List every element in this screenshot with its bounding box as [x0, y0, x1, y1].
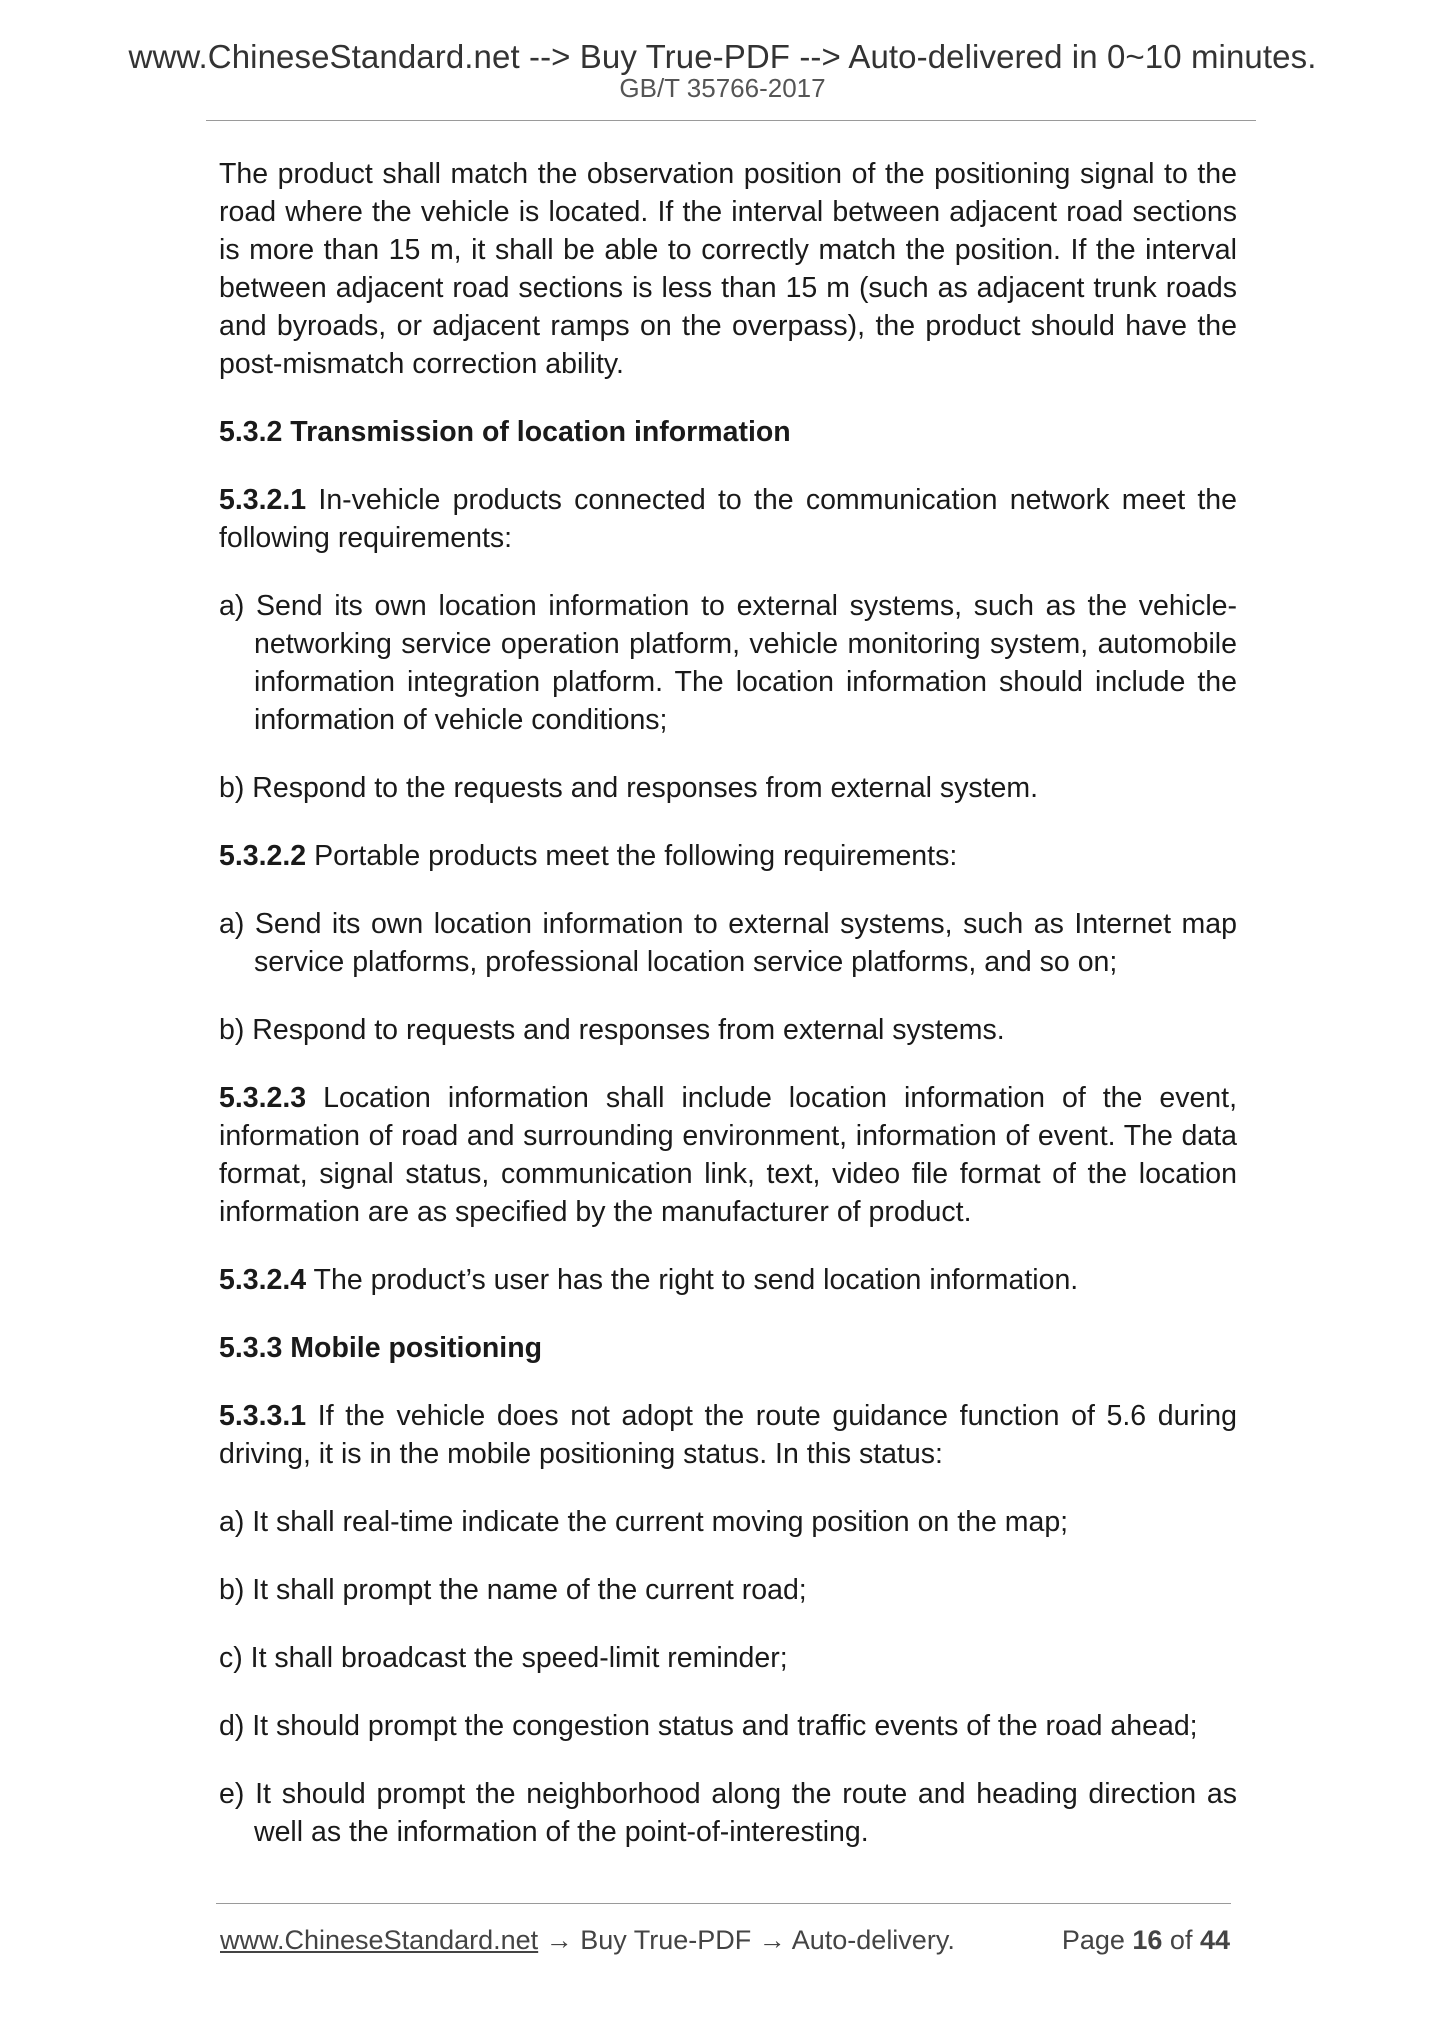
footer-left: [220, 1925, 955, 1956]
footer-tagline: → Buy True-PDF → Auto-delivery.: [538, 1925, 955, 1955]
list-marker: b): [219, 1014, 245, 1046]
clause-text: In-vehicle products connected to the communication network meet the following requirements:: [219, 484, 1237, 554]
of-label: of: [1162, 1925, 1200, 1955]
list-item: [219, 1707, 1237, 1745]
standard-code: GB/T 35766-2017: [619, 73, 826, 103]
list-marker: a): [219, 1506, 245, 1538]
intro-paragraph: The product shall match the observation position of the positioning signal to the road where the vehicle is located. If the interval between adjacent road sections is more than 15 m, it shall be able to correctly match the position. If the interval between adjacent road sections is less than 15 m (such as adjacent trunk roads and byroads, or adjacent ramps on the overpass), the product should have the post-mismatch correction ability.: [219, 158, 1237, 380]
clause-text: Portable products meet the following requirements:: [306, 840, 958, 872]
clause-5-3-2-4: [219, 1261, 1237, 1299]
download-banner: www.ChineseStandard.net --> Buy True-PDF --> Auto-delivered in 0~10 minutes.: [128, 38, 1317, 75]
document-body: [219, 155, 1237, 1851]
clause-number: 5.3.2.2: [219, 840, 307, 872]
page-indicator: [1062, 1925, 1230, 1956]
list-item: [219, 1011, 1237, 1049]
list-item: [219, 1503, 1237, 1541]
clause-5-3-2-1: [219, 481, 1237, 557]
total-pages: 44: [1199, 1925, 1230, 1955]
page-label: Page: [1061, 1925, 1133, 1955]
list-item: [219, 905, 1237, 981]
list-marker: a): [219, 908, 245, 940]
list-marker: a): [219, 590, 245, 622]
list-item-text: Respond to requests and responses from external systems.: [252, 1014, 1005, 1046]
list-item-text: It shall prompt the name of the current road;: [252, 1574, 807, 1606]
list-item-text: It should prompt the congestion status and traffic events of the road ahead;: [252, 1710, 1198, 1742]
list-item-text: It should prompt the neighborhood along the route and heading direction as well as the information of the point-of-interesting.: [254, 1778, 1238, 1848]
clause-number: 5.3.3.1: [219, 1400, 307, 1432]
list-item: [219, 1775, 1237, 1851]
section-heading-5-3-2: 5.3.2 Transmission of location information: [219, 416, 791, 448]
site-link[interactable]: www.ChineseStandard.net: [220, 1925, 539, 1955]
list-item-text: It shall broadcast the speed-limit reminder;: [250, 1642, 788, 1674]
list-item: [219, 769, 1237, 807]
list-item-text: Respond to the requests and responses from external system.: [252, 772, 1039, 804]
clause-number: 5.3.2.3: [219, 1082, 307, 1114]
clause-text: The product’s user has the right to send location information.: [306, 1264, 1079, 1296]
list-marker: d): [219, 1710, 245, 1742]
footer-divider: [216, 1903, 1231, 1904]
list-item-text: It shall real-time indicate the current moving position on the map;: [252, 1506, 1069, 1538]
clause-5-3-2-2: [219, 837, 1237, 875]
list-marker: b): [219, 772, 245, 804]
section-heading-5-3-3: 5.3.3 Mobile positioning: [219, 1332, 543, 1364]
clause-number: 5.3.2.1: [219, 484, 307, 516]
list-marker: c): [219, 1642, 243, 1674]
list-item-text: Send its own location information to external systems, such as the vehicle-networking service operation platform, vehicle monitoring system, automobile information integration platform. The location information should include the information of vehicle conditions;: [254, 590, 1237, 736]
list-marker: e): [219, 1778, 245, 1810]
clause-text: Location information shall include location information of the event, information of road and surrounding environment, information of event. The data format, signal status, communication link, text, video file format of the location information are as specified by the manufacturer of product.: [219, 1082, 1237, 1228]
clause-number: 5.3.2.4: [219, 1264, 307, 1296]
clause-5-3-3-1: [219, 1397, 1237, 1473]
page-number: 16: [1132, 1925, 1163, 1955]
list-item: [219, 587, 1237, 739]
clause-5-3-2-3: [219, 1079, 1237, 1231]
clause-text: If the vehicle does not adopt the route guidance function of 5.6 during driving, it is in the mobile positioning status. In this status:: [219, 1400, 1237, 1470]
list-marker: b): [219, 1574, 245, 1606]
header-divider: [206, 120, 1256, 121]
list-item: [219, 1571, 1237, 1609]
list-item: [219, 1639, 1237, 1677]
list-item-text: Send its own location information to external systems, such as Internet map service platforms, professional location service platforms, and so on;: [254, 908, 1237, 978]
